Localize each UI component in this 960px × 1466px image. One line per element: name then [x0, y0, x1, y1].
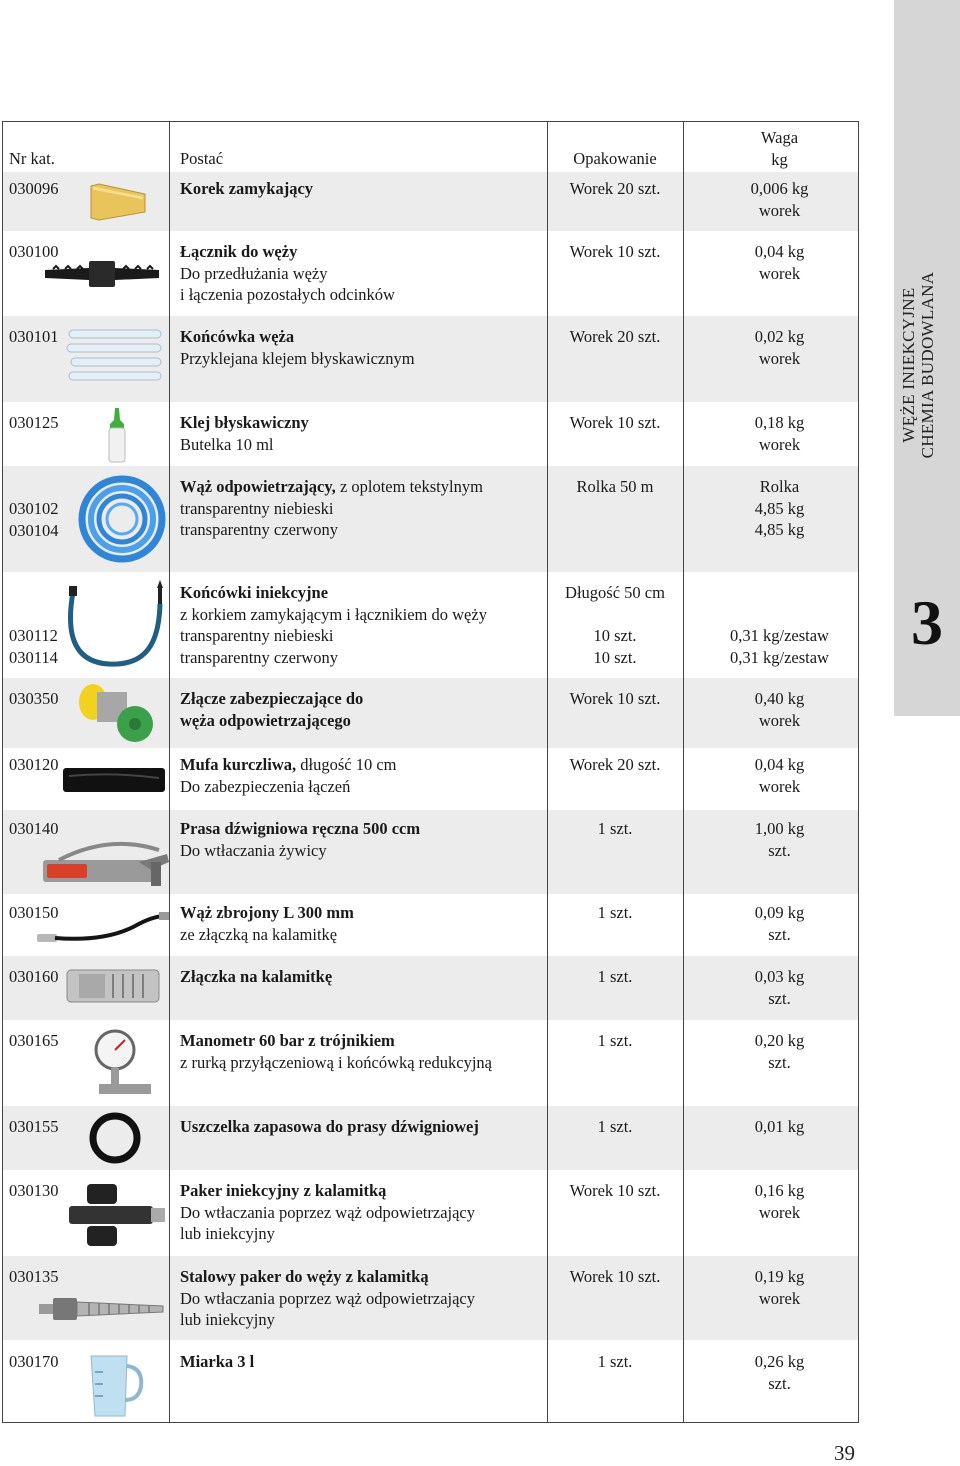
column-divider	[169, 122, 170, 1422]
side-title-line1: WĘŻE INIEKCYJNE	[899, 287, 918, 443]
row-desc: Manometr 60 bar z trójnikiem z rurką przyłączeniową i końcówką redukcyjną	[180, 1031, 492, 1072]
grease-coupler-icon	[65, 966, 165, 1006]
row-pack: Worek 10 szt.	[569, 413, 661, 432]
row-pack: Worek 20 szt.	[569, 179, 661, 198]
row-code: 030096	[9, 179, 59, 198]
table-row	[3, 1256, 858, 1340]
row-pack: Rolka 50 m	[576, 477, 654, 496]
hose-coil-icon	[76, 472, 168, 566]
row-weight: 0,26 kg szt.	[754, 1352, 805, 1393]
header-code: Nr kat.	[9, 149, 55, 168]
table-row	[3, 1340, 858, 1423]
plug-icon	[89, 178, 149, 224]
row-code: 030135	[9, 1267, 59, 1286]
row-code: 030155	[9, 1117, 59, 1136]
row-weight: 1,00 kg szt.	[754, 819, 805, 860]
steel-packer-icon	[37, 1294, 167, 1324]
injection-hose-icon	[63, 580, 173, 672]
row-desc: Końcówka węża Przyklejana klejem błyskawicznym	[180, 327, 415, 368]
column-divider	[547, 122, 548, 1422]
row-pack: Worek 10 szt.	[569, 1267, 661, 1286]
product-table	[2, 121, 859, 1423]
row-weight: 0,19 kg worek	[754, 1267, 805, 1308]
row-code: 030102 030104	[9, 499, 59, 540]
row-code: 030120	[9, 755, 59, 774]
row-desc: Stalowy paker do węży z kalamitką Do wtłaczania poprzez wąż odpowietrzający lub iniekcyjny	[180, 1267, 476, 1329]
row-pack: Worek 10 szt.	[569, 1181, 661, 1200]
row-weight: 0,02 kg worek	[754, 327, 805, 368]
table-row	[3, 810, 858, 894]
table-row	[3, 1170, 858, 1256]
column-divider	[683, 122, 684, 1422]
row-pack: 1 szt.	[597, 819, 633, 838]
hose-ends-icon	[65, 326, 165, 384]
row-desc: Prasa dźwigniowa ręczna 500 ccm Do wtłaczania żywicy	[180, 819, 421, 860]
row-weight: 0,18 kg worek	[754, 413, 805, 454]
row-code: 030170	[9, 1352, 59, 1371]
row-desc: Mufa kurczliwa, długość 10 cm Do zabezpieczenia łączeń	[180, 755, 397, 796]
table-row	[3, 894, 858, 956]
table-row	[3, 1020, 858, 1106]
row-desc: Końcówki iniekcyjne z korkiem zamykającym i łącznikiem do węży transparentny niebieski transparentny czerwony	[180, 583, 487, 667]
side-title-line2: CHEMIA BUDOWLANA	[918, 271, 937, 459]
chapter-number: 3	[911, 587, 943, 658]
table-row	[3, 956, 858, 1020]
row-weight: 0,09 kg szt.	[754, 903, 805, 944]
table-header	[3, 122, 858, 172]
row-pack: Długość 50 cm 10 szt. 10 szt.	[565, 583, 665, 667]
row-desc: Łącznik do węży Do przedłużania węży i łączenia pozostałych odcinków	[180, 242, 395, 304]
row-code: 030130	[9, 1181, 59, 1200]
row-title: Miarka 3 l	[180, 1352, 255, 1371]
row-title: Uszczelka zapasowa do prasy dźwigniowej	[180, 1117, 479, 1136]
connector-icon	[43, 257, 161, 291]
row-weight: 0,03 kg szt.	[754, 967, 805, 1008]
row-desc: Wąż odpowietrzający, z oplotem tekstylnym transparentny niebieski transparentny czerwony	[180, 477, 483, 539]
row-weight: 0,16 kg worek	[754, 1181, 805, 1222]
row-code: 030350	[9, 689, 59, 708]
row-code: 030160	[9, 967, 59, 986]
row-pack: 1 szt.	[597, 967, 633, 986]
table-row	[3, 231, 858, 316]
row-weight: 0,31 kg/zestaw 0,31 kg/zestaw	[730, 626, 829, 667]
row-weight: 0,40 kg worek	[754, 689, 805, 730]
row-pack: 1 szt.	[597, 1031, 633, 1050]
row-code: 030100	[9, 242, 59, 261]
row-pack: Worek 10 szt.	[569, 689, 661, 708]
row-pack: Worek 20 szt.	[569, 327, 661, 346]
row-pack: Worek 10 szt.	[569, 242, 661, 261]
row-weight: 0,04 kg worek	[754, 755, 805, 796]
table-row	[3, 572, 858, 678]
packer-icon	[63, 1180, 167, 1250]
table-row	[3, 466, 858, 572]
row-weight: 0,01 kg	[754, 1117, 805, 1136]
table-row	[3, 678, 858, 748]
armored-hose-icon	[35, 908, 171, 948]
row-weight: 0,006 kg worek	[750, 179, 809, 220]
row-code: 030165	[9, 1031, 59, 1050]
pressure-gauge-icon	[89, 1028, 159, 1104]
header-desc: Postać	[180, 149, 224, 168]
table-row	[3, 748, 858, 810]
row-pack: Worek 20 szt.	[569, 755, 661, 774]
table-row	[3, 1106, 858, 1170]
row-code: 030112 030114	[9, 626, 58, 667]
table-row	[3, 402, 858, 466]
row-title: Korek zamykający	[180, 179, 314, 198]
row-title: Złączka na kalamitkę	[180, 967, 333, 986]
table-row	[3, 316, 858, 402]
row-code: 030140	[9, 819, 59, 838]
row-code: 030101	[9, 327, 59, 346]
row-desc: Klej błyskawiczny Butelka 10 ml	[180, 413, 309, 454]
header-weight: Waga kg	[760, 128, 799, 169]
table-row	[3, 172, 858, 231]
glue-bottle-icon	[105, 406, 129, 464]
page-number: 39	[834, 1441, 855, 1465]
row-pack: 1 szt.	[597, 1352, 633, 1371]
row-pack: 1 szt.	[597, 903, 633, 922]
row-code: 030125	[9, 413, 59, 432]
row-desc: Paker iniekcyjny z kalamitką Do wtłaczania poprzez wąż odpowietrzający lub iniekcyjny	[180, 1181, 476, 1243]
row-desc: Złącze zabezpieczające do węża odpowietrzającego	[180, 689, 364, 730]
row-desc: Wąż zbrojony L 300 mm ze złączką na kalamitkę	[180, 903, 354, 944]
row-weight: 0,04 kg worek	[754, 242, 805, 283]
header-pack: Opakowanie	[573, 149, 657, 168]
shrink-sleeve-icon	[63, 766, 167, 794]
row-pack: 1 szt.	[597, 1117, 633, 1136]
row-weight: 0,20 kg szt.	[754, 1031, 805, 1072]
seal-ring-icon	[87, 1110, 147, 1168]
row-weight: Rolka 4,85 kg 4,85 kg	[754, 477, 805, 539]
measuring-jug-icon	[85, 1350, 145, 1420]
safety-coupling-icon	[77, 680, 163, 746]
grease-gun-icon	[39, 832, 171, 892]
chapter-side-title	[899, 215, 937, 515]
row-code: 030150	[9, 903, 59, 922]
